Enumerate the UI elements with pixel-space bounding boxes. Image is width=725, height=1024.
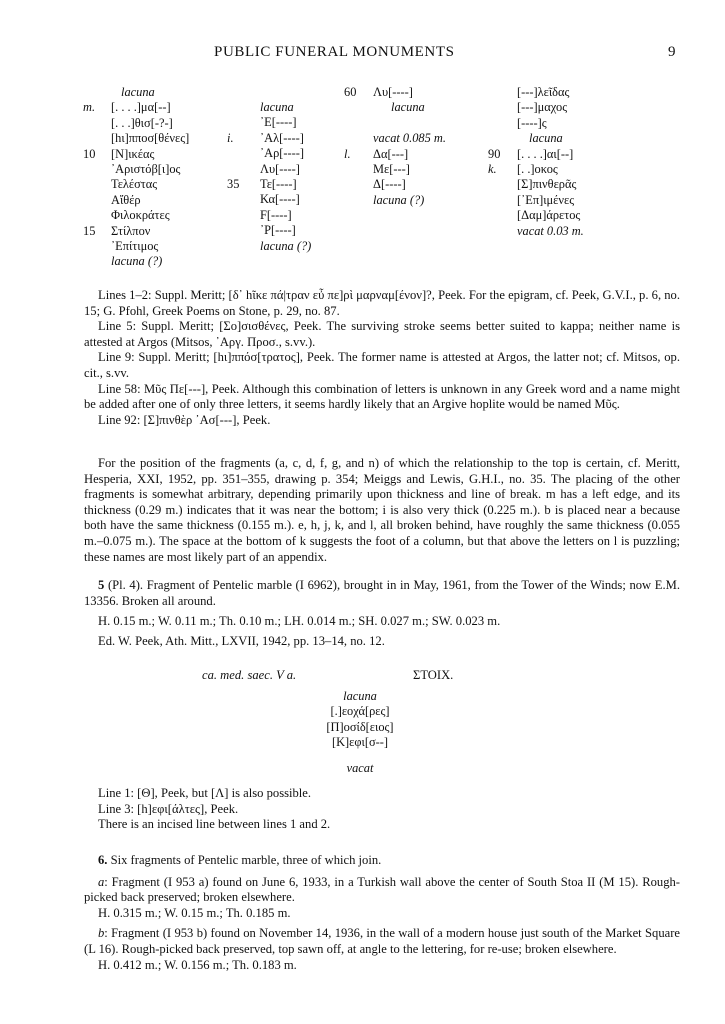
c3-line-number-6	[344, 177, 368, 192]
item-6-intro: Six fragments of Pentelic marble, three of which join.	[110, 853, 382, 867]
position-text: For the position of the fragments (a, c, d, f, g, and n) of which the relationship to the top is certain, cf. Meritt, Hesperia, XXI, 1952, pp. 351–355, drawing p. 354; Meiggs and Lewis, G.H.I., no. 35. The placing of the other fragments is somewhat arbitrary, depending primarily upon thickness and line of break. m has a left edge, and its thickness (0.29 m.) indicates that it was near the bottom; i is also very thick (0.225 m.). b is placed near a because both have the same thickness (0.155 m.). e, h, j, k, and l, all broken behind, have roughly the same thickness (0.055 m.–0.075 m.). The space at the bottom of k suggests the foot of a column, but that above the letters on l is puzzling; these names are most likely part of an appendix.	[84, 456, 680, 564]
c2-line-4: Λυ[----]	[260, 161, 300, 176]
column-3-text	[373, 85, 483, 208]
running-title: PUBLIC FUNERAL MONUMENTS	[214, 44, 455, 60]
c1-line-number-4: 10	[83, 146, 96, 161]
c1-line-1: [. . . .]μα[--]	[111, 100, 171, 115]
c3-line-1: lacuna	[391, 100, 425, 115]
item-5-intro: (Pl. 4). Fragment of Pentelic marble (I 6962), brought in in May, 1961, from the Tower of the Winds; now E.M. 13356. Broken all around.	[84, 578, 680, 608]
page-number: 9	[668, 44, 677, 60]
fragment-b-label: b	[98, 926, 105, 941]
c3-line-7: lacuna (?)	[373, 192, 425, 207]
c2-line-8: ᾿Ρ[----]	[260, 223, 296, 238]
c1-line-number-0	[83, 85, 109, 100]
c2-line-number-3	[227, 146, 251, 161]
note-line-1-2: Lines 1–2: Suppl. Meritt; [δ᾿ hῖκε πά|τραν εὖ πε]ρὶ μαρναμ[ένον]?, Peek. For the epigram, cf. Peek, G.V.I., p. 6, no. 15; G. Pfohl, Greek Poems on Stone, p. 29, no. 87.	[84, 288, 680, 318]
fragment-a-dimensions: H. 0.315 m.; W. 0.15 m.; Th. 0.185 m.	[98, 905, 291, 920]
item-5-line-1: [.]εοχά[ρες]	[330, 704, 390, 719]
c3-line-6: Δ[----]	[373, 177, 406, 192]
c3-line-number-1	[344, 100, 368, 115]
item-5-notes	[84, 786, 680, 833]
c1-line-number-6	[83, 177, 109, 192]
c3-line-number-4: l.	[344, 146, 351, 161]
c1-line-8: Φιλοκράτες	[111, 208, 170, 223]
c1-line-6: Τελέστας	[111, 177, 158, 192]
c2-line-5: Τε[----]	[260, 176, 297, 191]
item-5-date: ca. med. saec. V a.	[202, 668, 297, 682]
item-5-edition: Ed. W. Peek, Ath. Mitt., LXVII, 1942, pp. 13–14, no. 12.	[98, 633, 385, 648]
c3-line-2	[373, 116, 483, 131]
item-5-line-2: [Π]οσίδ[ειος]	[326, 719, 394, 734]
c1-line-9: Στίλπον	[111, 223, 151, 238]
c1-line-4: [Ν]ικέας	[111, 146, 155, 161]
c4-line-5: [. .]οκος	[517, 161, 558, 176]
c1-line-number-10	[83, 239, 109, 254]
c2-line-number-5: 35	[227, 176, 240, 191]
c3-line-number-0: 60	[344, 85, 357, 99]
item-5-note-1: Line 1: [Θ], Peek, but [Λ] is also possible.	[98, 786, 312, 800]
c4-line-1: [---]μαχος	[517, 100, 568, 115]
note-line-92: Line 92: [Σ]πινθὲρ ᾿Ασ[---], Peek.	[98, 412, 271, 427]
c1-line-number-9: 15	[83, 223, 96, 238]
c3-line-number-7	[344, 193, 368, 208]
c4-line-number-5: k.	[488, 161, 497, 176]
fragment-b-text: : Fragment (I 953 b) found on November 14, 1936, in the wall of a modern house just south of the Market Square (L 16). Rough-picked back preserved, top sawn off, at angle to the lettering, for re-use; broken elsewhere.	[84, 926, 680, 956]
c1-line-number-3	[83, 131, 109, 146]
column-3-line-numbers	[344, 85, 368, 208]
item-5-vacat: vacat	[346, 760, 374, 775]
c2-line-3: ᾿Αρ[----]	[260, 146, 305, 161]
column-4-text	[517, 85, 627, 239]
c2-line-2: ᾿Αλ[----]	[260, 130, 304, 145]
c1-line-number-2	[83, 116, 109, 131]
c3-line-3: vacat 0.085 m.	[373, 131, 446, 146]
c4-line-7: [᾿Επ]ιμένες	[517, 192, 575, 207]
column-2-text	[260, 100, 350, 254]
fragment-a-text: : Fragment (I 953 a) found on June 6, 1933, in a Turkish wall above the center of South Stoa II (M 15). Rough-picked back preserved; broken elsewhere.	[84, 874, 680, 905]
c4-line-4: [. . . .]αι[--]	[517, 146, 574, 161]
c3-line-5: Με[---]	[373, 161, 410, 176]
c4-line-2: [----]ς	[517, 115, 547, 130]
note-line-9: Line 9: Suppl. Meritt; [hι]ππόσ[τρατος], Peek. The former name is attested at Argos, the latter not; cf. Mitsos, op. cit., s.vv.	[84, 350, 680, 380]
note-line-58: Line 58: Μῦς Πε[---], Peek. Although this combination of letters is unknown in any Greek word and a name might be added after one of only three letters, it seems hardly likely that an Argive hoplite would be named Μῦς.	[84, 381, 680, 412]
item-5-entry	[84, 578, 680, 649]
c2-line-7: F[----]	[260, 207, 292, 222]
item-5-note-2: Line 3: [h]εφι[άλτες], Peek.	[98, 801, 239, 816]
c1-line-2: [. . .]θισ[-?-]	[111, 115, 173, 130]
c2-line-number-8	[227, 223, 251, 238]
c2-line-number-0	[227, 100, 251, 115]
fragment-position-paragraph	[84, 456, 680, 565]
c3-line-number-3	[344, 131, 368, 146]
c1-line-3: [hι]πποσ[θένες]	[111, 131, 190, 146]
c2-line-number-7	[227, 208, 251, 223]
c2-line-number-2: i.	[227, 130, 234, 145]
c3-line-0: Λυ[----]	[373, 85, 413, 99]
c1-line-10: ᾿Επίτιμος	[111, 238, 159, 253]
c1-line-5: ᾿Αριστόβ[ι]ος	[111, 161, 181, 176]
c4-line-number-4: 90	[488, 146, 501, 161]
column-1-text	[111, 85, 231, 270]
c2-line-9: lacuna (?)	[260, 238, 312, 253]
item-5-dimensions: H. 0.15 m.; W. 0.11 m.; Th. 0.10 m.; LH. 0.014 m.; SH. 0.027 m.; SW. 0.023 m.	[98, 614, 501, 629]
item-5-note-3: There is an incised line between lines 1 and 2.	[98, 817, 331, 832]
c4-line-6: [Σ]πινθερᾶς	[517, 177, 577, 192]
fragment-b-dimensions: H. 0.412 m.; W. 0.156 m.; Th. 0.183 m.	[98, 957, 297, 972]
line-notes	[84, 288, 680, 428]
c2-line-number-4	[227, 162, 251, 177]
c4-line-3: lacuna	[529, 131, 563, 146]
item-5-line-3: [Κ]εφι[σ--]	[331, 735, 389, 750]
c1-line-11: lacuna (?)	[111, 254, 163, 269]
c4-line-number-2	[488, 116, 510, 131]
item-5-stoich: ΣΤΟΙΧ.	[413, 668, 454, 682]
c1-line-number-1: m.	[83, 100, 96, 115]
fragment-a-label: a	[98, 874, 105, 889]
c3-line-number-5	[344, 162, 368, 177]
column-2-line-numbers	[227, 100, 251, 239]
item-5-number: 5	[98, 578, 105, 592]
c3-line-number-2	[344, 116, 368, 131]
column-1-line-numbers	[83, 85, 109, 270]
c1-line-number-7	[83, 193, 109, 208]
c4-line-number-3	[488, 131, 510, 146]
c4-line-0: [---]λεῖδας	[517, 85, 570, 99]
note-line-5: Line 5: Suppl. Meritt; [Σο]σισθένες, Peek. The surviving stroke seems better suited to kappa; neither name is attested at Argos (Mitsos, ᾿Αργ. Προσ., s.vv.).	[84, 319, 680, 349]
c1-line-0: lacuna	[121, 85, 155, 99]
c4-line-number-8	[488, 208, 510, 223]
c4-line-8: [Δαμ]άρετος	[517, 208, 581, 223]
c2-line-number-1	[227, 115, 251, 130]
item-5-text	[300, 689, 420, 776]
c2-line-number-6	[227, 192, 251, 207]
c1-line-number-5	[83, 162, 109, 177]
item-6-entry	[84, 853, 680, 973]
c2-line-1: ᾿Ε[----]	[260, 115, 297, 130]
c4-line-number-6	[488, 177, 510, 192]
item-6-number: 6.	[98, 853, 108, 867]
c4-line-number-0	[488, 85, 510, 100]
c1-line-7: Αἴθέρ	[111, 192, 141, 207]
c1-line-number-8	[83, 208, 109, 223]
c2-line-0: lacuna	[260, 100, 294, 114]
c2-line-6: Κα[----]	[260, 192, 300, 207]
c3-line-4: Δα[---]	[373, 146, 409, 161]
c4-line-number-1	[488, 100, 510, 115]
c4-line-9: vacat 0.03 m.	[517, 223, 584, 238]
c1-line-number-11	[83, 254, 109, 269]
item-5-lacuna: lacuna	[343, 689, 377, 703]
c4-line-number-7	[488, 193, 510, 208]
column-4-line-numbers	[488, 85, 510, 224]
